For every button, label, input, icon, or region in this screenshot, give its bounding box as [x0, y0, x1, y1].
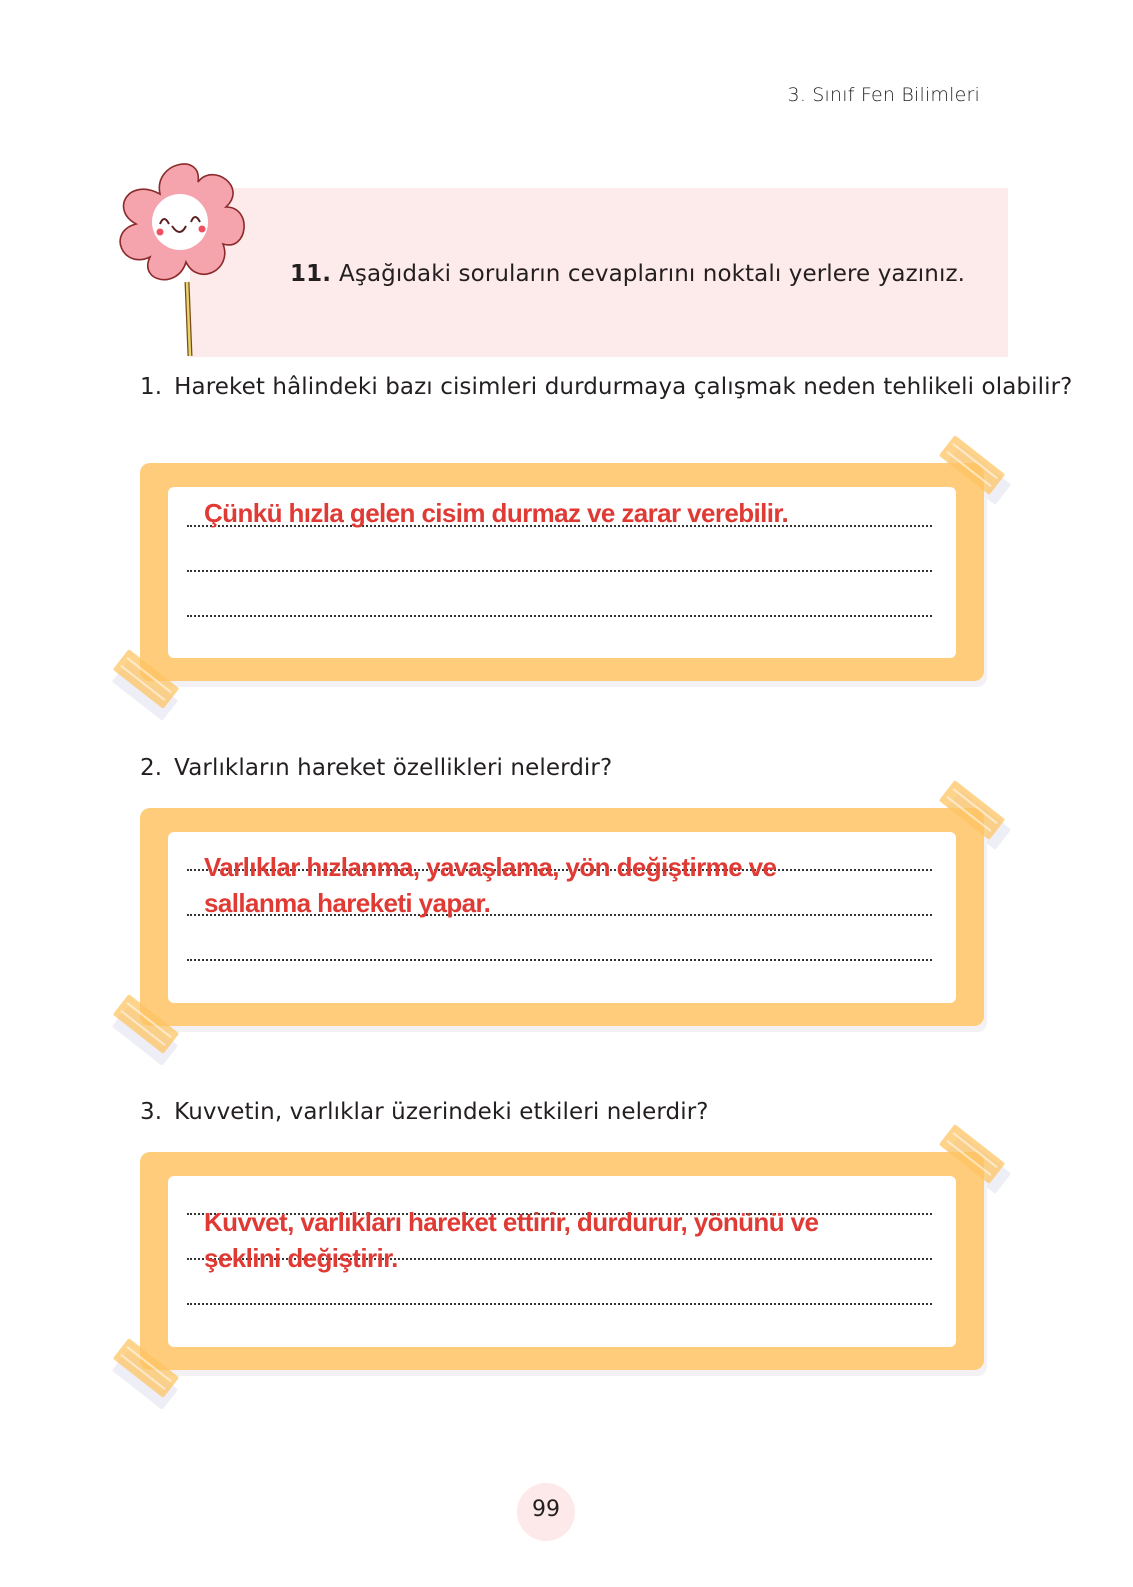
answer-3-line-1: Kuvvet, varlıkları hareket ettirir, durdurur, yönünü ve	[204, 1207, 819, 1237]
exercise-number: 11.	[290, 261, 332, 287]
answer-box-2-writing-area[interactable]	[168, 832, 956, 1003]
answer-box-1	[140, 463, 984, 681]
answer-box-2	[140, 808, 984, 1026]
smiling-flower-icon	[108, 152, 253, 360]
dotted-line	[187, 1303, 932, 1305]
question-2: 2. Varlıkların hareket özellikleri nelerdir?	[140, 755, 613, 781]
page-number-badge	[517, 1483, 575, 1541]
question-3: 3. Kuvvetin, varlıklar üzerindeki etkileri nelerdir?	[140, 1099, 709, 1125]
dotted-line	[187, 570, 932, 572]
answer-box-1-writing-area[interactable]	[168, 487, 956, 658]
answer-2-line-1: Varlıklar hızlanma, yavaşlama, yön değiştirme ve	[204, 852, 777, 882]
answer-box-3-writing-area[interactable]	[168, 1176, 956, 1347]
question-2-text: Varlıkların hareket özellikleri nelerdir?	[174, 755, 613, 781]
answer-3-line-2: şeklini değiştirir.	[204, 1243, 398, 1273]
question-3-text: Kuvvetin, varlıklar üzerindeki etkileri nelerdir?	[174, 1099, 709, 1125]
instruction-text	[290, 261, 965, 287]
answer-2-line-2: sallanma hareketi yapar.	[204, 888, 491, 918]
answer-box-3	[140, 1152, 984, 1370]
dotted-line	[187, 615, 932, 617]
subject-header: 3. Sınıf Fen Bilimleri	[787, 84, 980, 106]
instruction-label: Aşağıdaki soruların cevaplarını noktalı yerlere yazınız.	[339, 261, 966, 287]
question-1: 1. Hareket hâlindeki bazı cisimleri durdurmaya çalışmak neden tehlikeli olabilir?	[140, 374, 1073, 400]
question-1-text: Hareket hâlindeki bazı cisimleri durdurmaya çalışmak neden tehlikeli olabilir?	[174, 374, 1073, 400]
dotted-line	[187, 959, 932, 961]
page-number: 99	[532, 1497, 560, 1522]
answer-1-line-1: Çünkü hızla gelen cisim durmaz ve zarar verebilir.	[204, 498, 789, 528]
